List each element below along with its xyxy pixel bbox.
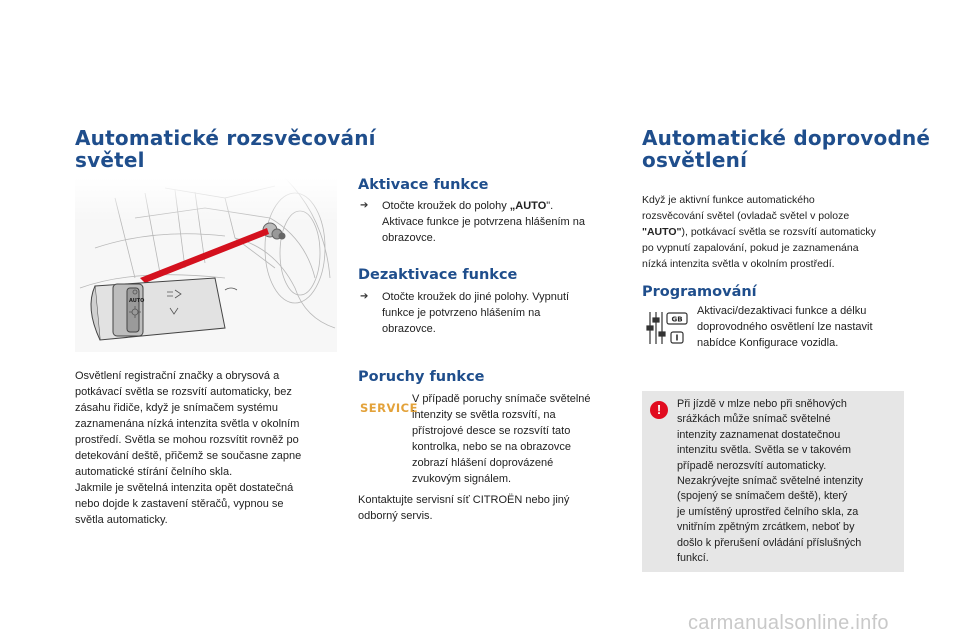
intro-line: "AUTO"), potkávací světla se rozsvítí automaticky: [642, 226, 876, 238]
warning-line: došlo k přerušení ovládání příslušných: [677, 536, 862, 549]
warning-line: (spojený se snímačem deště), který: [677, 490, 848, 503]
intro-line: rozsvěcování světel (ovladač světel v poloze: [642, 210, 850, 222]
faults-line: zvukovým signálem.: [412, 473, 512, 485]
right-title-line1: Automatické doprovodné: [642, 126, 931, 150]
left-body-line: potkávací světla se rozsvítí automaticky, bez: [75, 386, 292, 398]
left-body-line: zaznamenána nízká intenzita světla v okolním: [75, 418, 300, 430]
contact-line2: odborný servis.: [358, 510, 433, 522]
deactivation-text: [382, 289, 569, 337]
programming-heading: Programování: [642, 284, 757, 300]
left-body: [75, 368, 345, 528]
warning-line: je umístěný uprostřed čelního skla, za: [677, 505, 859, 518]
warning-line: Při jízdě v mlze nebo při sněhových: [677, 398, 847, 410]
warning-line: intenzitu světla. Světla se v takovém: [677, 444, 852, 457]
activation-line3: obrazovce.: [382, 232, 436, 244]
contact-line1: Kontaktujte servisní síť CITROËN nebo jiný: [358, 494, 570, 506]
faults-line: V případě poruchy snímače světelné: [412, 393, 591, 405]
faults-line: intenzity se světla rozsvítí, na: [412, 409, 556, 421]
left-title-line2: světel: [75, 148, 145, 172]
activation-item: [360, 198, 620, 248]
faults-heading: Poruchy funkce: [358, 369, 485, 385]
deactivation-line1: Otočte kroužek do jiné polohy. Vypnutí: [382, 291, 570, 303]
settings-sliders-icon: [645, 310, 689, 348]
warning-text: [677, 397, 899, 566]
warning-icon: !: [650, 401, 668, 419]
intro-line: Když je aktivní funkce automatického: [642, 194, 815, 206]
light-stalk-illustration: [75, 178, 337, 352]
left-body-line: nebo dojde k zastavení stěračů, vypnou se: [75, 498, 284, 510]
left-body-line: prostředí. Světla se mohou rozsvítit rovněž po: [75, 434, 299, 446]
right-title-line2: osvětlení: [642, 148, 748, 172]
left-body-line: Osvětlení registrační značky a obrysová a: [75, 370, 280, 382]
warning-line: vnitřním zpětným zrcátkem, neboť by: [677, 521, 855, 534]
deactivation-line3: obrazovce.: [382, 323, 436, 335]
warning-line: intenzity zaznamenat dostatečnou: [677, 428, 841, 441]
right-intro: [642, 192, 912, 272]
activation-line2: Aktivace funkce je potvrzena hlášením na: [382, 216, 586, 228]
programming-line: Aktivaci/dezaktivaci funkce a délku: [697, 305, 867, 317]
deactivation-item: [360, 289, 620, 339]
left-title-line1: Automatické rozsvěcování: [75, 126, 376, 150]
activation-text: [382, 198, 585, 246]
bullet-arrow-icon: ➔: [360, 291, 369, 302]
activation-line1: Otočte kroužek do polohy „AUTO".: [382, 200, 554, 212]
bullet-arrow-icon: ➔: [360, 200, 369, 211]
warning-line: srážkách může snímač světelné: [677, 413, 831, 426]
illustration-svg: [75, 178, 337, 352]
intro-line: po vypnutí zapalování, pokud je zaznamenána: [642, 242, 859, 254]
programming-text: [697, 303, 912, 351]
left-body-line: Jakmile je světelná intenzita opět dostatečná: [75, 482, 294, 494]
deactivation-heading: Dezaktivace funkce: [358, 267, 518, 283]
right-title: [642, 127, 930, 171]
footer-watermark: carmanualsonline.info: [688, 612, 889, 634]
programming-line: doprovodného osvětlení lze nastavit: [697, 321, 873, 333]
gb-label: GB: [671, 315, 683, 324]
deactivation-line2: funkce je potvrzeno hlášením na: [382, 307, 541, 319]
left-body-line: zásahu řidiče, když je snímačem systému: [75, 402, 278, 414]
warning-line: Nezakrývejte snímač světelné intenzity: [677, 475, 864, 488]
warning-line: případě nerozsvítí automaticky.: [677, 459, 827, 472]
faults-line: přístrojové desce se rozsvítí tato: [412, 425, 571, 437]
service-warning-icon: SERVICE: [360, 401, 418, 415]
warning-box: [642, 391, 904, 572]
intro-line: nízká intenzita světla v okolním prostředí.: [642, 258, 835, 270]
faults-contact: [358, 492, 628, 524]
faults-text: [412, 391, 622, 487]
left-body-line: světla automaticky.: [75, 514, 168, 526]
warning-line: funkcí.: [677, 552, 709, 565]
left-title: [75, 127, 376, 171]
programming-line: nabídce Konfigurace vozidla.: [697, 337, 839, 349]
left-body-line: detekování deště, přičemž se současne zapne: [75, 450, 302, 462]
faults-line: kontrolka, nebo se na obrazovce: [412, 441, 571, 453]
activation-heading: Aktivace funkce: [358, 177, 489, 193]
left-body-line: automatické stírání čelního skla.: [75, 466, 233, 478]
i-label: I: [675, 333, 679, 343]
faults-line: zobrazí hlášení doprovázené: [412, 457, 554, 469]
